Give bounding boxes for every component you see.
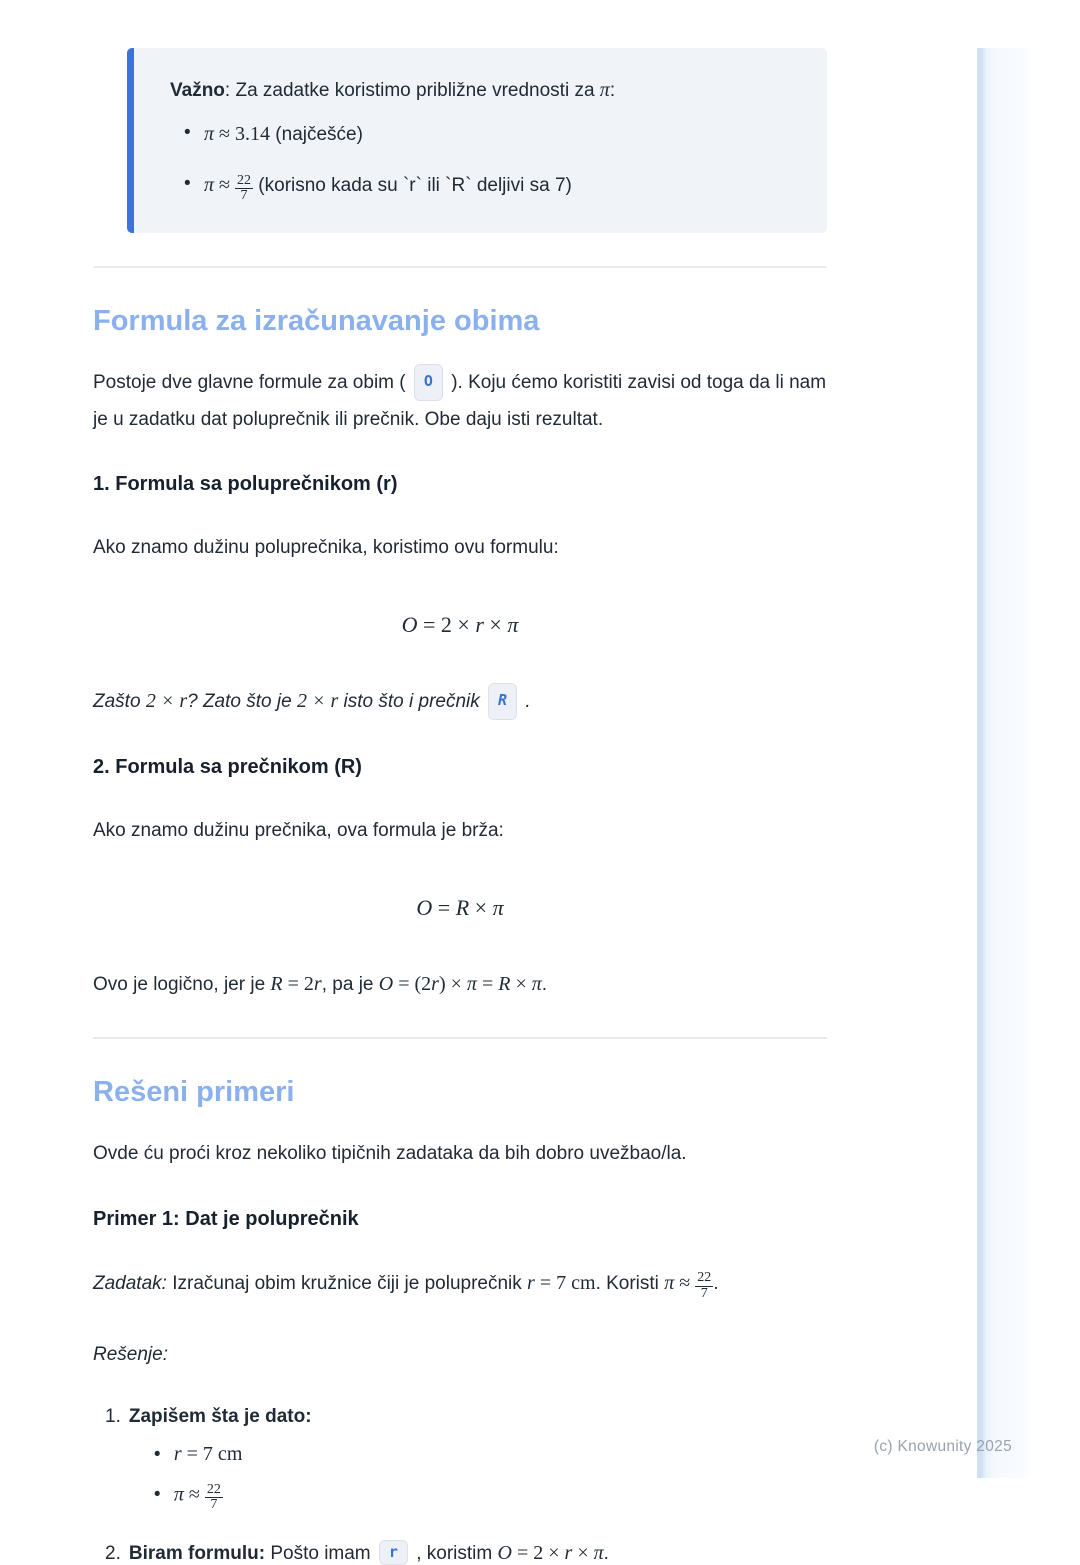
- formula-intro-paragraph: Postoje dve glavne formule za obim ( O ). Koju ćemo koristiti zavisi od toga da li nam je u zadatku dat poluprečnik ili prečnik. Obe daju isti rezultat.: [93, 364, 827, 438]
- important-callout: [127, 48, 827, 233]
- fraction-22-7: $\frac{22}{7}$: [206, 1481, 221, 1512]
- given-pi-item: • π ≈ $\frac{22}{7}$: [154, 1483, 312, 1513]
- callout-title: Važno: [170, 80, 225, 101]
- callout-bullet-list: [184, 119, 793, 204]
- pi-symbol: π: [599, 79, 610, 101]
- step-2-label: Biram formulu:: [128, 1543, 266, 1565]
- code-badge-R: R: [488, 683, 517, 719]
- subheading-example-1: Primer 1: Dat je poluprečnik: [93, 1207, 359, 1230]
- callout-bullet-pi-22-7: • π ≈ $\frac{22}{7}$ (korisno kada su `r` ili `R` deljivi sa 7): [184, 170, 793, 203]
- examples-intro-paragraph: Ovde ću proći kroz nekoliko tipičnih zadataka da bih dobro uvežbao/la.: [93, 1143, 687, 1165]
- given-radius-item: • r = 7 cm: [154, 1443, 312, 1466]
- solution-label: Rešenje:: [93, 1343, 168, 1365]
- callout-accent-bar: [127, 48, 134, 233]
- step-1-label: Zapišem šta je dato:: [128, 1405, 312, 1427]
- section-divider: [93, 1037, 827, 1039]
- document-page: [93, 0, 827, 1565]
- subheading-diameter-formula: 2. Formula sa prečnikom (R): [93, 756, 362, 779]
- solution-step-2: 2. Biram formulu: Pošto imam r , koristim O = 2 × r × π.: [105, 1542, 609, 1565]
- why-2r-paragraph: Zašto 2 × r? Zato što je 2 × r isto što i prečnik R .: [93, 682, 827, 721]
- scrollbar-track[interactable]: [977, 48, 1034, 1478]
- subheading-radius-formula: 1. Formula sa poluprečnikom (r): [93, 473, 398, 496]
- fraction-22-7: $\frac{22}{7}$: [237, 172, 252, 203]
- task-label: Zadatak:: [93, 1272, 167, 1294]
- callout-bullet-pi-314: • π ≈ 3.14 (najčešće): [184, 119, 793, 150]
- logic-paragraph: Ovo je logično, jer je R = 2r, pa je O = (2r) × π = R × π.: [93, 973, 548, 996]
- fraction-22-7: $\frac{22}{7}$: [697, 1270, 712, 1301]
- solution-step-1: [105, 1406, 827, 1513]
- section-heading-formula: Formula za izračunavanje obima: [93, 305, 540, 338]
- solution-steps: [105, 1406, 827, 1565]
- callout-text: Važno: Za zadatke koristimo približne vrednosti za π:: [170, 79, 616, 101]
- step-number: 1.: [105, 1405, 121, 1427]
- display-formula-diameter: O = R × π: [416, 895, 504, 921]
- section-divider: [93, 266, 827, 268]
- step-number: 2.: [105, 1543, 121, 1565]
- task-paragraph: Zadatak: Izračunaj obim kružnice čiji je poluprečnik r = 7 cm. Koristi π ≈ $\frac{22}{7}$ .: [93, 1270, 719, 1301]
- radius-formula-lead: Ako znamo dužinu poluprečnika, koristimo ovu formulu:: [93, 537, 559, 559]
- section-heading-examples: Rešeni primeri: [93, 1076, 295, 1109]
- display-formula-radius: O = 2 × r × π: [401, 612, 519, 638]
- copyright-watermark: (c) Knowunity 2025: [873, 1438, 1012, 1455]
- code-badge-O: O: [414, 364, 443, 400]
- diameter-formula-lead: Ako znamo dužinu prečnika, ova formula je brža:: [93, 820, 504, 842]
- step-1-bullets: [154, 1443, 312, 1513]
- code-badge-r: r: [379, 1540, 408, 1565]
